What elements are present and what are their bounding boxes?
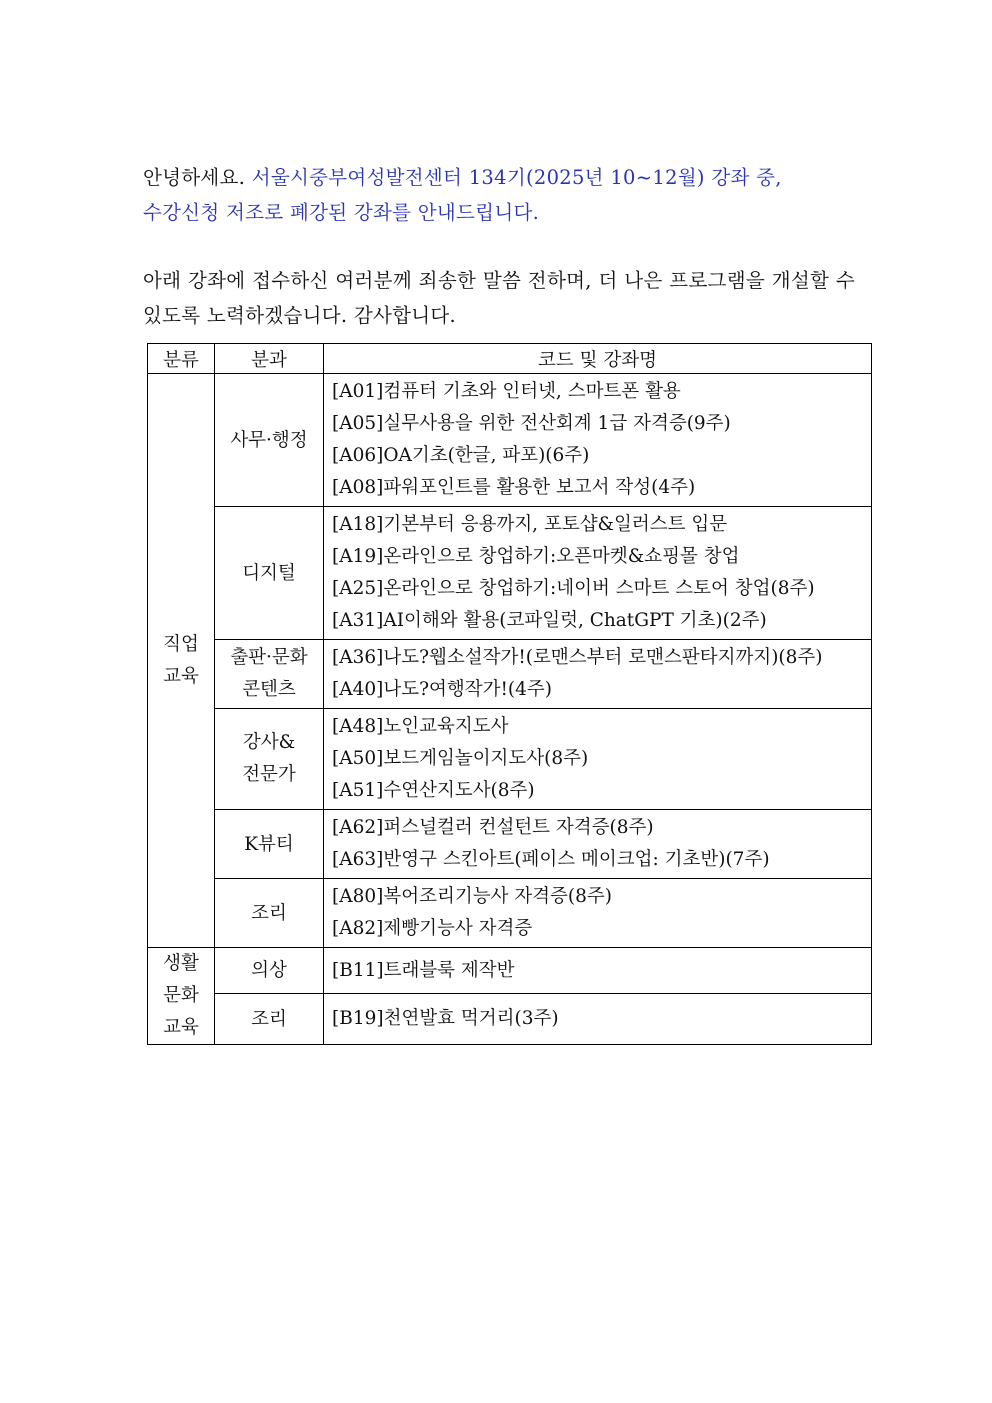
division-label: 강사&: [242, 732, 296, 753]
header-course: 코드 및 강좌명: [324, 344, 872, 374]
division-label: 의상: [251, 960, 287, 982]
division-cell: [215, 948, 324, 994]
course-list: [324, 994, 872, 1045]
table-row: [148, 948, 872, 994]
course-item: [A05]실무사용을 위한 전산회계 1급 자격증(9주): [332, 413, 731, 434]
category-label: 교육: [163, 665, 199, 687]
division-cell: [215, 640, 324, 709]
category-label: 생활: [163, 953, 199, 974]
division-label: 조리: [251, 902, 287, 924]
table-row: [148, 374, 872, 507]
course-list: [324, 810, 872, 879]
course-list: [324, 374, 872, 507]
division-label: 출판·문화: [230, 647, 308, 668]
course-item: [A50]보드게임놀이지도사(8주): [332, 748, 589, 769]
course-list: [324, 709, 872, 810]
course-item: [A62]퍼스널컬러 컨설턴트 자격증(8주): [332, 817, 654, 838]
course-item: [A08]파워포인트를 활용한 보고서 작성(4주): [332, 477, 696, 498]
course-item: [A51]수연산지도사(8주): [332, 780, 535, 801]
course-item: [A25]온라인으로 창업하기:네이버 스마트 스토어 창업(8주): [332, 578, 815, 599]
category-cell: [148, 948, 215, 1045]
table-row: [148, 709, 872, 810]
course-item: [A01]컴퓨터 기초와 인터넷, 스마트폰 활용: [332, 381, 681, 402]
header-division: 분과: [215, 344, 324, 374]
course-item: [B11]트래블룩 제작반: [332, 959, 515, 981]
notice-line-1: 서울시중부여성발전센터 134기(2025년 10~12월) 강좌 중,: [251, 166, 782, 189]
course-item: [A82]제빵기능사 자격증: [332, 918, 533, 939]
division-label: 디지털: [242, 562, 296, 584]
category-label: 문화: [163, 985, 199, 1006]
division-label: 사무·행정: [230, 429, 308, 451]
division-cell: [215, 994, 324, 1045]
table-row: [148, 879, 872, 948]
course-item: [A63]반영구 스킨아트(페이스 메이크업: 기초반)(7주): [332, 849, 770, 870]
course-item: [A80]복어조리기능사 자격증(8주): [332, 886, 613, 907]
course-list: [324, 640, 872, 709]
course-list: [324, 948, 872, 994]
table-row: [148, 507, 872, 640]
table-row: [148, 640, 872, 709]
division-label: 콘텐츠: [242, 679, 296, 700]
division-cell: [215, 709, 324, 810]
course-list: [324, 879, 872, 948]
header-category: 분류: [148, 344, 215, 374]
course-list: [324, 507, 872, 640]
division-label: 조리: [251, 1008, 287, 1030]
division-label: 전문가: [242, 764, 296, 785]
course-item: [A48]노인교육지도사: [332, 716, 509, 737]
table-row: [148, 810, 872, 879]
category-label: 직업: [163, 633, 199, 655]
category-cell: [148, 374, 215, 948]
greeting-text: 안녕하세요.: [143, 166, 252, 189]
division-cell: [215, 879, 324, 948]
division-cell: [215, 507, 324, 640]
apology-paragraph: 아래 강좌에 접수하신 여러분께 죄송한 말씀 전하며, 더 나은 프로그램을 개설할 수 있도록 노력하겠습니다. 감사합니다.: [143, 269, 855, 327]
course-item: [A31]AI이해와 활용(코파일럿, ChatGPT 기초)(2주): [332, 610, 767, 631]
notice-paragraph: [143, 160, 855, 230]
division-label: K뷰티: [244, 833, 294, 855]
division-cell: [215, 374, 324, 507]
table-row: [148, 994, 872, 1045]
category-label: 교육: [163, 1017, 199, 1038]
course-item: [A36]나도?웹소설작가!(로맨스부터 로맨스판타지까지)(8주): [332, 647, 823, 668]
course-item: [A19]온라인으로 창업하기:오픈마켓&쇼핑몰 창업: [332, 546, 740, 567]
course-item: [A18]기본부터 응용까지, 포토샵&일러스트 입문: [332, 514, 728, 535]
course-item: [B19]천연발효 먹거리(3주): [332, 1008, 559, 1030]
table-header-row: [148, 344, 872, 374]
course-item: [A40]나도?여행작가!(4주): [332, 679, 552, 700]
course-item: [A06]OA기초(한글, 파포)(6주): [332, 445, 590, 466]
cancelled-courses-table: [147, 343, 872, 1045]
division-cell: [215, 810, 324, 879]
notice-line-2: 수강신청 저조로 폐강된 강좌를 안내드립니다.: [143, 201, 540, 224]
